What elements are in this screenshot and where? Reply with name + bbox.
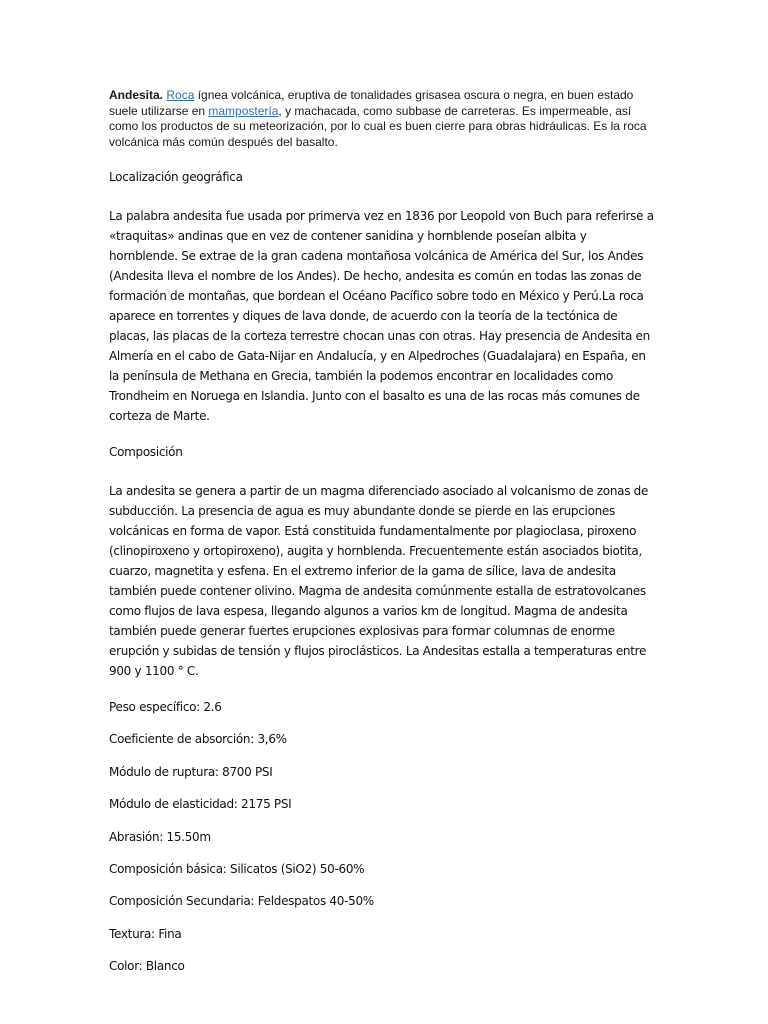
intro-term: Andesita. xyxy=(109,88,164,102)
property-modulo-elasticidad: Módulo de elasticidad: 2175 PSI xyxy=(109,797,292,812)
property-textura: Textura: Fina xyxy=(109,926,182,941)
intro-text-2: , y machacada, como subbase de carreteras. Es impermeable, así como los productos de su meteorización, por lo cual es buen cierre para obras hidráulicas. Es la roca volcánica más común después del basalto. xyxy=(109,103,647,149)
property-modulo-ruptura: Módulo de ruptura: 8700 PSI xyxy=(109,764,273,779)
properties-list xyxy=(109,698,657,975)
heading-localizacion: Localización geográfica xyxy=(109,170,243,184)
property-composicion-secundaria: Composición Secundaria: Feldespatos 40-50% xyxy=(109,894,374,909)
document-body xyxy=(109,168,657,975)
property-composicion-basica: Composición básica: Silicatos (SiO2) 50-60% xyxy=(109,861,365,876)
paragraph-composicion: La andesita se genera a partir de un magma diferenciado asociado al volcanismo de zonas de subducción. La presencia de agua es muy abundante donde se pierde en las erupciones volcánicas en forma de vapor. Está constituida fundamentalmente por plagioclasa, piroxeno (clinopiroxeno y ortopiroxeno), augita y hornblenda. Frecuentemente están asociados biotita, cuarzo, magnetita y esfena. En el extremo inferior de la gama de sílice, lava de andesita también puede contener olivino. Magma de andesita comúnmente estalla de estratovolcanes como flujos de lava espesa, llegando algunos a varios km de longitud. Magma de andesita también puede generar fuertes erupciones explosivas para formar columnas de enorme erupción y subidas de tensión y flujos piroclásticos. La Andesitas estalla a temperaturas entre 900 y 1100 ° C. xyxy=(109,484,649,678)
heading-composicion: Composición xyxy=(109,445,183,459)
property-abrasion: Abrasión: 15.50m xyxy=(109,829,211,844)
link-roca[interactable]: Roca xyxy=(166,88,195,102)
paragraph-localizacion: La palabra andesita fue usada por primerva vez en 1836 por Leopold von Buch para referirse a «traquitas» andinas que en vez de contener sanidina y hornblende poseían albita y hornblende. Se extrae de la gran cadena montañosa volcánica de América del Sur, los Andes (Andesita lleva el nombre de los Andes). De hecho, andesita es común en todas las zonas de formación de montañas, que bordean el Océano Pacífico sobre todo en México y Perú.La roca aparece en torrentes y diques de lava donde, de acuerdo con la teoría de la tectónica de placas, las placas de la corteza terrestre chocan unas con otras. Hay presencia de Andesita en Almería en el cabo de Gata-Nijar en Andalucía, y en Alpedroches (Guadalajara) en España, en la península de Methana en Grecia, también la podemos encontrar en localidades como Trondheim en Noruega en Islandia. Junto con el basalto es una de las rocas más comunes de corteza de Marte. xyxy=(109,209,654,423)
property-coeficiente-absorcion: Coeficiente de absorción: 3,6% xyxy=(109,732,287,747)
document-page xyxy=(109,88,657,990)
intro-paragraph xyxy=(109,88,657,150)
link-mamposteria[interactable]: mampostería xyxy=(208,103,279,118)
property-peso-especifico: Peso específico: 2.6 xyxy=(109,700,222,714)
property-color: Color: Blanco xyxy=(109,959,185,974)
intro-text-1: ígnea volcánica, eruptiva de tonalidades grisasea oscura o negra, en buen estado suele utilizarse en xyxy=(109,88,634,118)
